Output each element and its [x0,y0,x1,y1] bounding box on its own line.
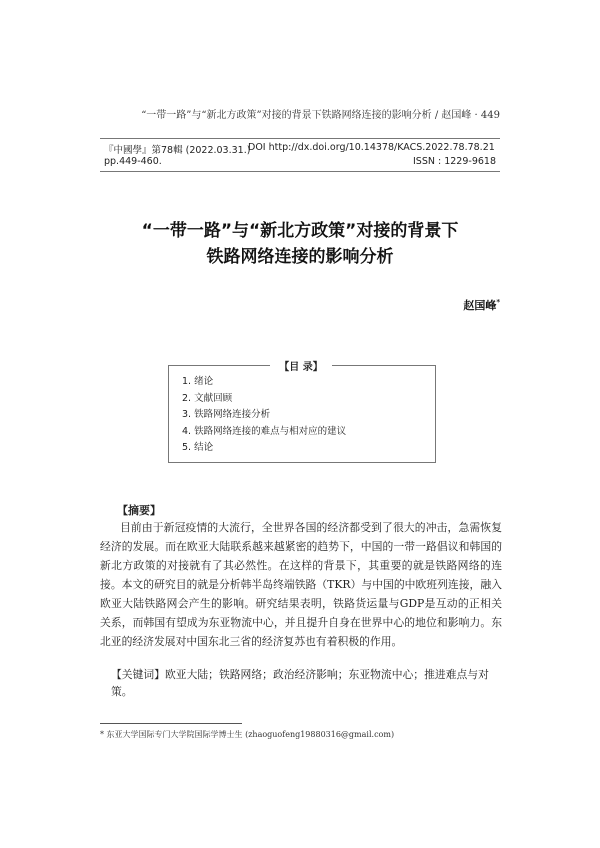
author-name: 赵国峰 [463,299,497,312]
abstract-body [100,518,502,651]
toc-item: 4. 铁路网络连接的难点与相对应的建议 [182,425,347,437]
toc-item: 3. 铁路网络连接分析 [182,409,271,420]
abstract-label: 【摘要】 [117,504,161,517]
author-footnote-mark: * [496,297,500,307]
running-header: “一带一路”与“新北方政策”对接的背景下铁路网络连接的影响分析 / 赵国峰 · 449 [141,110,500,121]
footnote: * 东亚大学国际专门大学院国际学博士生 (zhaoguofeng19880316@gmail.com) [100,730,395,739]
author [463,297,500,313]
toc-item: 1. 绪论 [182,376,214,387]
paper-title-line-1: “一带一路”与“新北方政策”对接的背景下 [141,221,459,241]
toc-item: 2. 文献回顾 [182,392,233,404]
publication-info [100,138,500,172]
footnote-divider [100,723,242,724]
toc-list [182,374,346,457]
toc-item: 5. 结论 [182,442,214,453]
toc-heading: 【目 录】 [270,358,332,373]
keywords: 【关键词】欧亚大陆；铁路网络；政治经济影响；东亚物流中心；推进难点与对策。 [111,668,489,698]
issn: ISSN : 1229-9618 [413,156,496,167]
page-range: pp.449-460. [104,156,162,167]
paper-title-line-2: 铁路网络连接的影响分析 [206,247,394,267]
doi: DOI http://dx.doi.org/10.14378/KACS.2022.78.78.21 [248,142,495,153]
abstract-text: 目前由于新冠疫情的大流行，全世界各国的经济都受到了很大的冲击，急需恢复经济的发展。而在欧亚大陆联系越来越紧密的趋势下，中国的一带一路倡议和韩国的新北方政策的对接就有了其必然性。在这样的背景下，其重要的就是铁路网络的连接。本文的研究目的就是分析韩半岛终端铁路（TKR）与中国的中欧班列连接，融入欧亚大陆铁路网会产生的影响。研究结果表明，铁路货运量与GDP是互动的正相关关系，而韩国有望成为东亚物流中心，并且提升自身在世界中心的地位和影响力。东北亚的经济发展对中国东北三省的经济复苏也有着积极的作用。 [100,521,502,648]
journal-citation: 『中國學』第78輯 (2022.03.31.) [104,145,251,156]
